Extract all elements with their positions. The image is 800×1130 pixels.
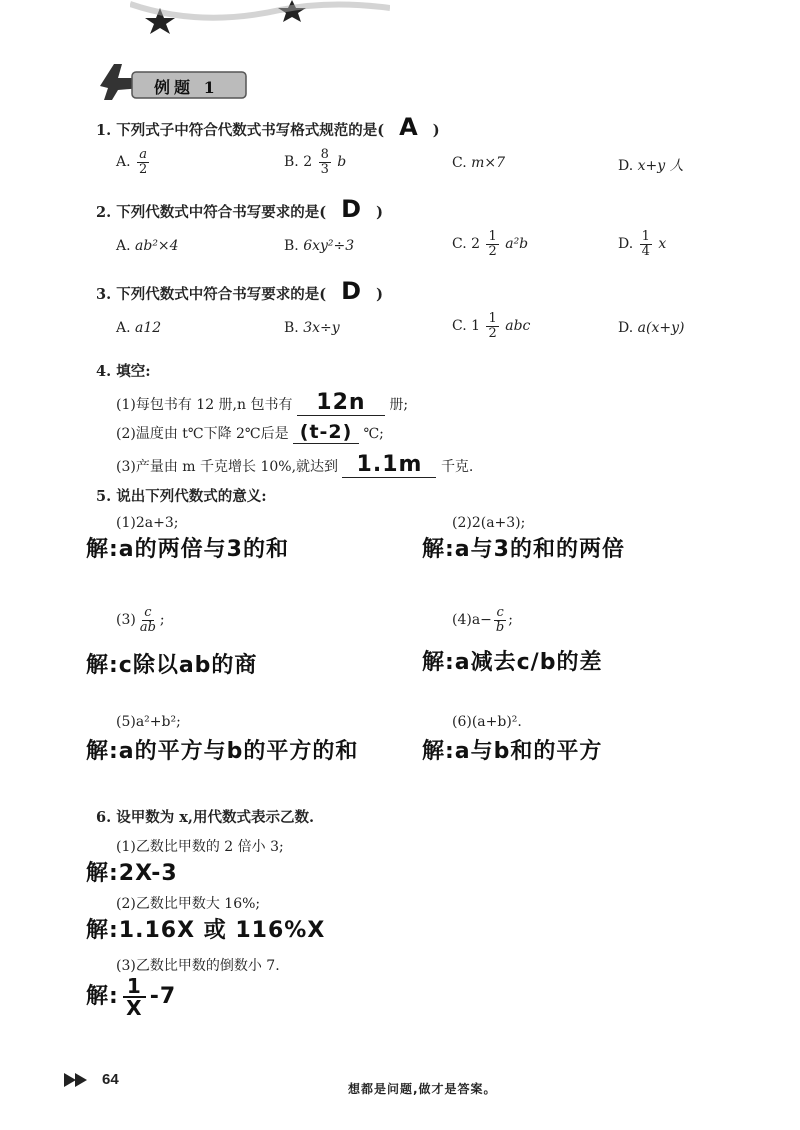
question-text: 说出下列代数式的意义: bbox=[116, 488, 267, 505]
q6-answer-3: 解: $\frac{1}{X}$ -7 bbox=[86, 974, 177, 1020]
footer-motto: 想都是问题,做才是答案。 bbox=[348, 1082, 497, 1096]
question-close: ) bbox=[432, 122, 440, 139]
q4-sub-1: (1)每包书有 12 册,n 包书有 12n 册; bbox=[116, 390, 409, 415]
q5-prompt-1: (1)2a+3; bbox=[116, 515, 179, 531]
handwritten-answer: 12n bbox=[316, 390, 366, 415]
question-2 bbox=[96, 195, 383, 223]
handwritten-answer: 1.1m bbox=[356, 452, 423, 477]
q1-option-c: C. m×7 bbox=[452, 155, 506, 171]
question-number: 2. bbox=[96, 204, 112, 221]
q5-prompt-5: (5)a²+b²; bbox=[116, 714, 181, 730]
q2-option-c: C. 2 $\frac{1}{2}$ a²b bbox=[452, 229, 529, 259]
q6-prompt-3: (3)乙数比甲数的倒数小 7. bbox=[116, 958, 280, 974]
q5-answer-1: 解:a的两倍与3的和 bbox=[86, 537, 289, 562]
q3-option-c: C. 1 $\frac{1}{2}$ abc bbox=[452, 311, 531, 341]
q4-sub-2: (2)温度由 t℃下降 2℃后是 (t-2) ℃; bbox=[116, 421, 384, 443]
q3-option-b: B. 3x÷y bbox=[284, 320, 340, 336]
question-6 bbox=[96, 806, 314, 827]
question-text: 设甲数为 x,用代数式表示乙数. bbox=[116, 809, 314, 826]
handwritten-answer: D bbox=[341, 195, 362, 223]
question-5 bbox=[96, 485, 267, 506]
question-number: 3. bbox=[96, 286, 112, 303]
q2-option-b: B. 6xy²÷3 bbox=[284, 238, 355, 254]
q6-prompt-1: (1)乙数比甲数的 2 倍小 3; bbox=[116, 839, 284, 855]
q2-option-a: A. ab²×4 bbox=[116, 238, 179, 254]
q1-option-b: B. 2 $\frac{8}{3}$ b bbox=[284, 147, 347, 177]
question-text: 下列式子中符合代数式书写格式规范的是( bbox=[116, 122, 385, 139]
q6-answer-1: 解:2X-3 bbox=[86, 861, 178, 886]
question-close: ) bbox=[376, 204, 383, 221]
question-text: 下列代数式中符合书写要求的是( bbox=[116, 204, 327, 221]
q5-answer-5: 解:a的平方与b的平方的和 bbox=[86, 739, 359, 764]
q2-option-d: D. $\frac{1}{4}$ x bbox=[618, 229, 667, 259]
question-number: 5. bbox=[96, 488, 112, 505]
q5-answer-2: 解:a与3的和的两倍 bbox=[422, 537, 625, 562]
handwritten-answer: (t-2) bbox=[299, 421, 353, 443]
q5-prompt-4: (4)a− $\frac{c}{b}$ ; bbox=[452, 605, 513, 635]
question-1 bbox=[96, 113, 440, 141]
q1-option-a: A. $\frac{a}{2}$ bbox=[116, 147, 148, 177]
q5-answer-6: 解:a与b和的平方 bbox=[422, 739, 603, 764]
q4-sub-3: (3)产量由 m 千克增长 10%,就达到 1.1m 千克. bbox=[116, 452, 474, 477]
example-banner bbox=[92, 58, 252, 104]
question-text: 填空: bbox=[116, 363, 151, 380]
banner-label: 例题 1 bbox=[154, 78, 219, 97]
question-number: 6. bbox=[96, 809, 112, 826]
q5-answer-4: 解:a减去c/b的差 bbox=[422, 650, 603, 675]
double-arrow-icon bbox=[64, 1072, 98, 1088]
q5-answer-3: 解:c除以ab的商 bbox=[86, 653, 258, 678]
q5-prompt-6: (6)(a+b)². bbox=[452, 714, 522, 730]
q3-option-d: D. a(x+y) bbox=[618, 320, 685, 336]
question-text: 下列代数式中符合书写要求的是( bbox=[116, 286, 327, 303]
question-number: 1. bbox=[96, 122, 112, 139]
question-number: 4. bbox=[96, 363, 112, 380]
question-3 bbox=[96, 277, 383, 305]
q5-prompt-2: (2)2(a+3); bbox=[452, 515, 526, 531]
q1-option-d: D. x+y 人 bbox=[618, 158, 684, 174]
q5-prompt-3: (3) $\frac{c}{ab}$ ; bbox=[116, 605, 165, 635]
question-close: ) bbox=[376, 286, 383, 303]
page-number: 64 bbox=[102, 1071, 119, 1088]
handwritten-answer: D bbox=[341, 277, 362, 305]
decorative-stars bbox=[130, 0, 390, 36]
question-4 bbox=[96, 360, 151, 381]
q6-prompt-2: (2)乙数比甲数大 16%; bbox=[116, 896, 261, 912]
q3-option-a: A. a12 bbox=[116, 320, 162, 336]
handwritten-answer: A bbox=[399, 113, 418, 141]
q6-answer-2: 解:1.16X 或 116%X bbox=[86, 918, 326, 943]
